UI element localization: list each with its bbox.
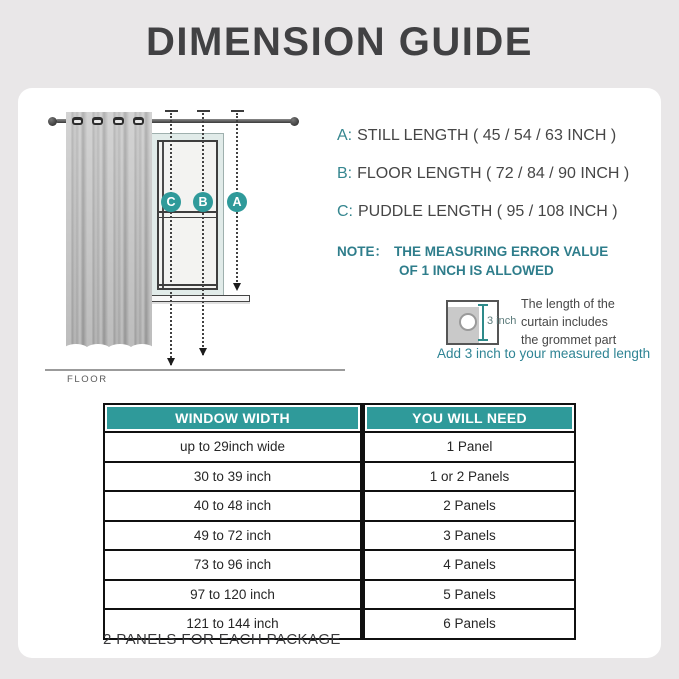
grommet-measure-label: 3 inch (487, 315, 517, 327)
grommet-description-line: the grommet part (521, 333, 617, 347)
curtain-panel (66, 112, 152, 350)
measure-cap-c (165, 110, 178, 112)
window-frame (157, 140, 218, 290)
table-row: 121 to 144 inch 6 Panels (105, 608, 574, 638)
window-sill (151, 295, 250, 302)
table-header-row (105, 405, 574, 431)
grommet-ring-icon (72, 117, 83, 125)
length-spec-b (337, 165, 629, 183)
measure-line-c (170, 113, 172, 365)
grommet-measure-cap-top (478, 304, 488, 306)
length-spec-b-label: FLOOR LENGTH ( 72 / 84 / 90 INCH ) (357, 165, 630, 182)
window-sash-line (162, 142, 164, 288)
note-text-1: THE MEASURING ERROR VALUE (394, 244, 609, 259)
grommet-description (521, 295, 616, 349)
marker-c-badge: C (161, 192, 181, 212)
arrow-down-icon (199, 348, 207, 356)
rod-finial-left-icon (48, 117, 57, 126)
length-spec-c-key: C: (337, 203, 353, 220)
page-title: DIMENSION GUIDE (146, 20, 533, 64)
grommet-tip: Add 3 inch to your measured length (437, 346, 651, 361)
length-spec-a-label: STILL LENGTH ( 45 / 54 / 63 INCH ) (357, 127, 617, 144)
panel-guide-table (103, 403, 576, 640)
floor-line (45, 369, 345, 371)
measure-line-b (202, 113, 204, 355)
length-spec-c (337, 203, 618, 221)
table-header-you-will-need: YOU WILL NEED (360, 405, 574, 431)
grommet-measure-cap-bottom (478, 339, 488, 341)
arrow-down-icon (233, 283, 241, 291)
grommet-ring-icon (113, 117, 124, 125)
grommet-measure-line (482, 305, 484, 340)
measure-cap-a (231, 110, 244, 112)
table-row: 97 to 120 inch 5 Panels (105, 579, 574, 609)
grommet-description-line: curtain includes (521, 315, 608, 329)
length-spec-a (337, 127, 616, 145)
window-sash-bottom (158, 284, 217, 286)
table-row: 49 to 72 inch 3 Panels (105, 520, 574, 550)
note-line-2: OF 1 INCH IS ALLOWED (399, 263, 554, 278)
marker-b-badge: B (193, 192, 213, 212)
length-spec-a-key: A: (337, 127, 353, 144)
measure-cap-b (197, 110, 210, 112)
table-header-window-width: WINDOW WIDTH (105, 405, 360, 431)
table-row: up to 29inch wide 1 Panel (105, 431, 574, 461)
note-prefix: NOTE： (337, 244, 389, 259)
grommet-hole-icon (459, 313, 477, 331)
length-spec-b-key: B: (337, 165, 353, 182)
marker-a-badge: A (227, 192, 247, 212)
table-row: 73 to 96 inch 4 Panels (105, 549, 574, 579)
window-mullion (158, 217, 217, 219)
table-row: 40 to 48 inch 2 Panels (105, 490, 574, 520)
table-row: 30 to 39 inch 1 or 2 Panels (105, 461, 574, 491)
grommet-ring-icon (92, 117, 103, 125)
note-line-1 (337, 240, 608, 260)
curtain-hem-wave (129, 344, 155, 357)
arrow-down-icon (167, 358, 175, 366)
floor-label: FLOOR (67, 374, 108, 385)
length-spec-c-label: PUDDLE LENGTH ( 95 / 108 INCH ) (358, 203, 618, 220)
rod-finial-right-icon (290, 117, 299, 126)
package-note: 2 PANELS FOR EACH PACKAGE (103, 631, 341, 648)
grommet-description-line: The length of the (521, 297, 615, 311)
grommet-ring-icon (133, 117, 144, 125)
